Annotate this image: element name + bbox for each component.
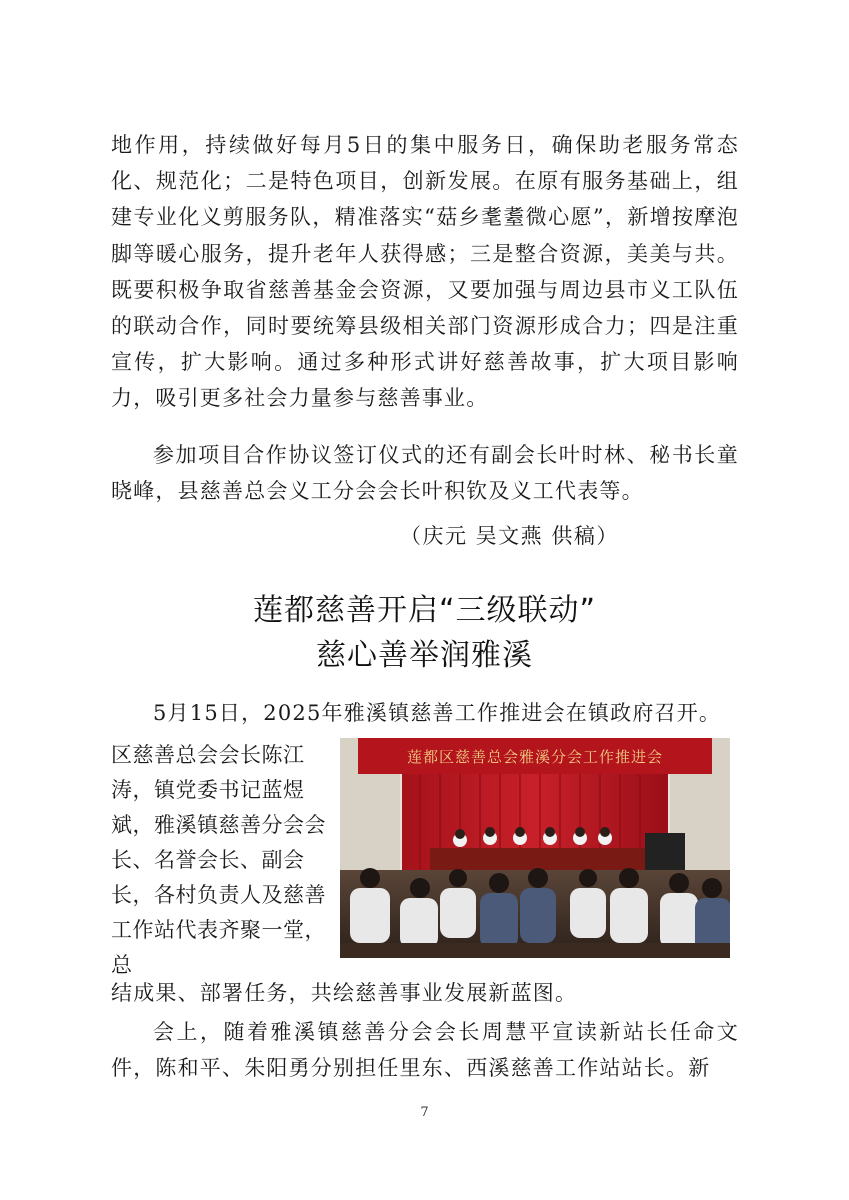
article-after-photo: 结成果、部署任务，共绘慈善事业发展新蓝图。 <box>111 981 578 1005</box>
article-title-line1: 莲都慈善开启“三级联动” <box>252 593 597 628</box>
article-title-line2: 慈心善举润雅溪 <box>316 638 533 673</box>
page-number: 7 <box>420 1105 429 1120</box>
article-paragraph-appointment: 会上，随着雅溪镇慈善分会会长周慧平宣读新站长任命文件，陈和平、朱阳勇分别担任里东、西溪慈善工作站站长。新 <box>111 1020 739 1081</box>
body-paragraph-continued: 地作用，持续做好每月5日的集中服务日，确保助老服务常态化、规范化；二是特色项目，创新发展。在原有服务基础上，组建专业化义剪服务队，精准落实“菇乡耄耋微心愿”，新增按摩泡脚等暖心服务，提升老年人获得感；三是整合资源，美美与共。既要积极争取省慈善基金会资源，又要加强与周边县市义工队伍的联动合作，同时要统筹县级相关部门资源形成合力；四是注重宣传，扩大影响。通过多种形式讲好慈善故事，扩大项目影响力，吸引更多社会力量参与慈善事业。 <box>111 133 739 411</box>
body-paragraph-attendees: 参加项目合作协议签订仪式的还有副会长叶时林、秘书长童晓峰，县慈善总会义工分会会长叶积钦及义工代表等。 <box>111 443 739 504</box>
article-wrap-text: 区慈善总会会长陈江涛，镇党委书记蓝煜斌，雅溪镇慈善分会会长、名誉会长、副会长，各村负责人及慈善工作站代表齐聚一堂，总 <box>111 743 326 977</box>
meeting-photo <box>340 738 730 958</box>
photo-banner-text: 莲都区慈善总会雅溪分会工作推进会 <box>406 748 663 766</box>
article-lead: 5月15日，2025年雅溪镇慈善工作推进会在镇政府召开。 <box>153 701 722 725</box>
byline-credit: （庆元 吴文燕 供稿） <box>400 524 619 548</box>
